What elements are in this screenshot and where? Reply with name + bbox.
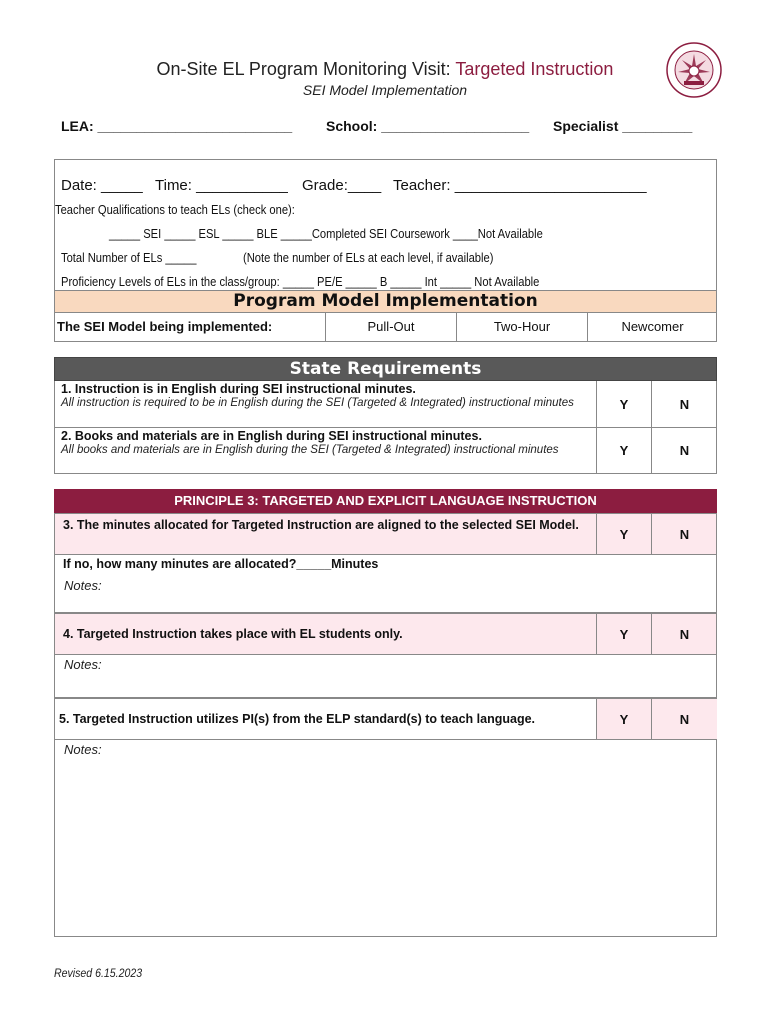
requirement-row xyxy=(54,428,717,474)
title-main: On-Site EL Program Monitoring Visit: xyxy=(156,59,456,79)
no-option[interactable]: N xyxy=(651,614,717,654)
school-field[interactable]: School: ___________________ xyxy=(326,118,530,134)
option-newcomer[interactable]: Newcomer xyxy=(587,313,717,341)
notes-label: Notes: xyxy=(64,657,102,672)
notes-label: Notes: xyxy=(64,742,102,757)
requirement-description: All instruction is required to be in English during the SEI (Targeted & Integrated) instructional minutes xyxy=(61,397,574,409)
criterion-text: 3. The minutes allocated for Targeted Instruction are aligned to the selected SEI Model. xyxy=(63,518,579,532)
requirement-text xyxy=(61,429,585,458)
notes-box[interactable] xyxy=(54,740,717,937)
criterion-row xyxy=(54,613,717,655)
qualification-options[interactable]: _____ SEI _____ ESL _____ BLE _____Completed SEI Coursework ____Not Available xyxy=(109,226,543,241)
revised-date: Revised 6.15.2023 xyxy=(54,966,143,980)
total-els-note: (Note the number of ELs at each level, if available) xyxy=(243,250,494,265)
program-model-label: The SEI Model being implemented: xyxy=(57,319,273,334)
specialist-field[interactable]: Specialist _________ xyxy=(553,118,693,134)
teacher-field[interactable]: Teacher: _______________________ xyxy=(393,177,647,194)
criterion-text: 4. Targeted Instruction takes place with EL students only. xyxy=(63,627,403,641)
criterion-row xyxy=(54,698,717,740)
state-requirements-heading: State Requirements xyxy=(54,357,717,381)
criterion-row xyxy=(54,513,717,555)
requirement-description: All books and materials are in English during the SEI (Targeted & Integrated) instructional minutes xyxy=(61,444,559,456)
yes-option[interactable]: Y xyxy=(596,428,651,473)
requirement-row xyxy=(54,381,717,428)
program-model-heading: Program Model Implementation xyxy=(54,290,717,313)
program-model-row xyxy=(54,313,717,342)
no-option[interactable]: N xyxy=(651,514,717,554)
principle-heading: PRINCIPLE 3: TARGETED AND EXPLICIT LANGUAGE INSTRUCTION xyxy=(54,489,717,513)
page-title xyxy=(0,59,770,80)
no-option[interactable]: N xyxy=(651,428,717,473)
date-field[interactable]: Date: _____ xyxy=(61,177,143,194)
time-field[interactable]: Time: ___________ xyxy=(155,177,288,194)
title-accent: Targeted Instruction xyxy=(455,59,614,79)
yes-option[interactable]: Y xyxy=(596,699,651,739)
ade-seal-logo xyxy=(666,42,722,98)
option-two-hour[interactable]: Two-Hour xyxy=(456,313,587,341)
notes-box[interactable] xyxy=(54,655,717,698)
yes-option[interactable]: Y xyxy=(596,381,651,427)
visit-info-box xyxy=(54,159,717,291)
teacher-qualifications-label: Teacher Qualifications to teach ELs (check one): xyxy=(55,202,295,217)
grade-field[interactable]: Grade:____ xyxy=(302,177,382,194)
yes-option[interactable]: Y xyxy=(596,614,651,654)
requirement-title: 2. Books and materials are in English during SEI instructional minutes. xyxy=(61,429,482,443)
minutes-followup[interactable]: If no, how many minutes are allocated?_____Minutes xyxy=(63,557,379,571)
yes-option[interactable]: Y xyxy=(596,514,651,554)
option-pull-out[interactable]: Pull-Out xyxy=(325,313,456,341)
notes-label: Notes: xyxy=(64,578,102,593)
page-subtitle: SEI Model Implementation xyxy=(302,82,468,98)
proficiency-levels-field[interactable]: Proficiency Levels of ELs in the class/group: _____ PE/E _____ B _____ Int _____ Not Available xyxy=(61,274,540,289)
lea-field[interactable]: LEA: _________________________ xyxy=(61,118,293,134)
no-option[interactable]: N xyxy=(651,381,717,427)
requirement-title: 1. Instruction is in English during SEI instructional minutes. xyxy=(61,382,416,396)
notes-box[interactable] xyxy=(54,555,717,613)
total-els-field[interactable]: Total Number of ELs _____ xyxy=(61,250,197,265)
requirement-text xyxy=(61,382,585,411)
criterion-text: 5. Targeted Instruction utilizes PI(s) from the ELP standard(s) to teach language. xyxy=(59,712,536,726)
no-option[interactable]: N xyxy=(651,699,717,739)
